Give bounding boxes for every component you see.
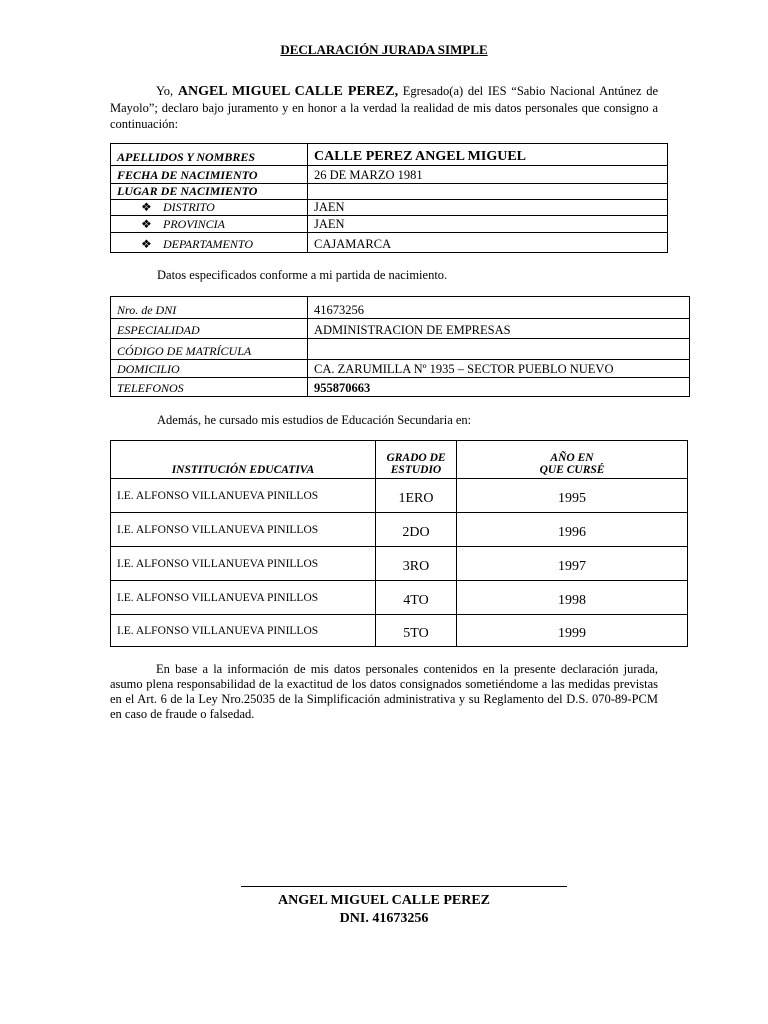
intro-paragraph [110, 83, 658, 132]
secondary-note: Además, he cursado mis estudios de Educación Secundaria en: [157, 413, 472, 427]
signature-name: ANGEL MIGUEL CALLE PEREZ [278, 893, 490, 908]
especialidad-label: ESPECIALIDAD [111, 319, 308, 339]
anio-cell: 1995 [457, 479, 688, 513]
closing-text: En base a la información de mis datos personales contenidos en la presente declaración jurada, asumo plena responsabilidad de la exactitud de los datos consignados sometiéndome a las medidas previstas en el Art. 6 de la Ley Nro.25035 de la Simplificación administrativa y su Reglamento del D.S. 070-89-PCM en caso de fraude o falsedad. [110, 662, 658, 721]
domicilio-value: CA. ZARUMILLA Nº 1935 – SECTOR PUEBLO NUEVO [308, 360, 690, 378]
birth-note: Datos especificados conforme a mi partida de nacimiento. [157, 268, 448, 282]
signature-line [241, 886, 567, 887]
anio-cell: 1996 [457, 513, 688, 547]
distrito-label: DISTRITO [163, 200, 215, 214]
grado-header-line2: ESTUDIO [390, 464, 442, 476]
institucion-cell: I.E. ALFONSO VILLANUEVA PINILLOS [111, 513, 376, 547]
grado-header [376, 441, 457, 479]
anio-header [457, 441, 688, 479]
grado-cell: 1ERO [376, 479, 457, 513]
signature-dni: DNI. 41673256 [339, 911, 429, 926]
table-row [111, 581, 688, 615]
distrito-cell [111, 200, 308, 216]
telefonos-label: TELEFONOS [111, 378, 308, 397]
apellidos-value: CALLE PEREZ ANGEL MIGUEL [308, 144, 668, 166]
departamento-label: DEPARTAMENTO [163, 237, 254, 251]
anio-header-line1: AÑO EN [550, 452, 594, 464]
telefonos-value: 955870663 [308, 378, 690, 397]
fecha-value: 26 DE MARZO 1981 [308, 166, 668, 184]
contact-data-table [110, 296, 690, 397]
grado-cell: 5TO [376, 615, 457, 647]
matricula-label: CÓDIGO DE MATRÍCULA [111, 339, 308, 360]
table-row [111, 615, 688, 647]
provincia-label: PROVINCIA [163, 217, 225, 231]
grado-cell: 4TO [376, 581, 457, 615]
distrito-value: JAEN [308, 200, 668, 216]
institucion-cell: I.E. ALFONSO VILLANUEVA PINILLOS [111, 547, 376, 581]
grado-header-line1: GRADO DE [386, 452, 446, 464]
diamond-bullet-icon: ❖ [141, 217, 152, 231]
apellidos-label: APELLIDOS Y NOMBRES [111, 144, 308, 166]
closing-paragraph [110, 662, 658, 722]
studies-table [110, 440, 688, 647]
departamento-value: CAJAMARCA [308, 233, 668, 253]
table-row [111, 513, 688, 547]
domicilio-label: DOMICILIO [111, 360, 308, 378]
diamond-bullet-icon: ❖ [141, 237, 152, 251]
lugar-label: LUGAR DE NACIMIENTO [111, 184, 308, 200]
anio-cell: 1998 [457, 581, 688, 615]
institucion-cell: I.E. ALFONSO VILLANUEVA PINILLOS [111, 581, 376, 615]
anio-cell: 1999 [457, 615, 688, 647]
provincia-value: JAEN [308, 216, 668, 233]
lugar-value [308, 184, 668, 200]
institucion-cell: I.E. ALFONSO VILLANUEVA PINILLOS [111, 479, 376, 513]
declarant-name: ANGEL MIGUEL CALLE PEREZ, [177, 84, 399, 99]
document-title: DECLARACIÓN JURADA SIMPLE [280, 42, 488, 57]
intro-prefix: Yo, [156, 84, 178, 98]
anio-cell: 1997 [457, 547, 688, 581]
table-row [111, 479, 688, 513]
dni-label: Nro. de DNI [111, 297, 308, 319]
dni-value: 41673256 [308, 297, 690, 319]
institucion-header: INSTITUCIÓN EDUCATIVA [111, 441, 376, 479]
fecha-label: FECHA DE NACIMIENTO [111, 166, 308, 184]
personal-data-table [110, 143, 668, 253]
matricula-value [308, 339, 690, 360]
diamond-bullet-icon: ❖ [141, 200, 152, 214]
especialidad-value: ADMINISTRACION DE EMPRESAS [308, 319, 690, 339]
provincia-cell [111, 216, 308, 233]
table-row [111, 547, 688, 581]
grado-cell: 2DO [376, 513, 457, 547]
intro-text: Egresado(a) del IES “Sabio Nacional Antúnez de Mayolo”; declaro bajo juramento y en honor a la verdad la realidad de mis datos personales que consigno a continuación: [110, 84, 659, 131]
anio-header-line2: QUE CURSÉ [539, 464, 605, 476]
grado-cell: 3RO [376, 547, 457, 581]
institucion-cell: I.E. ALFONSO VILLANUEVA PINILLOS [111, 615, 376, 647]
departamento-cell [111, 233, 308, 253]
